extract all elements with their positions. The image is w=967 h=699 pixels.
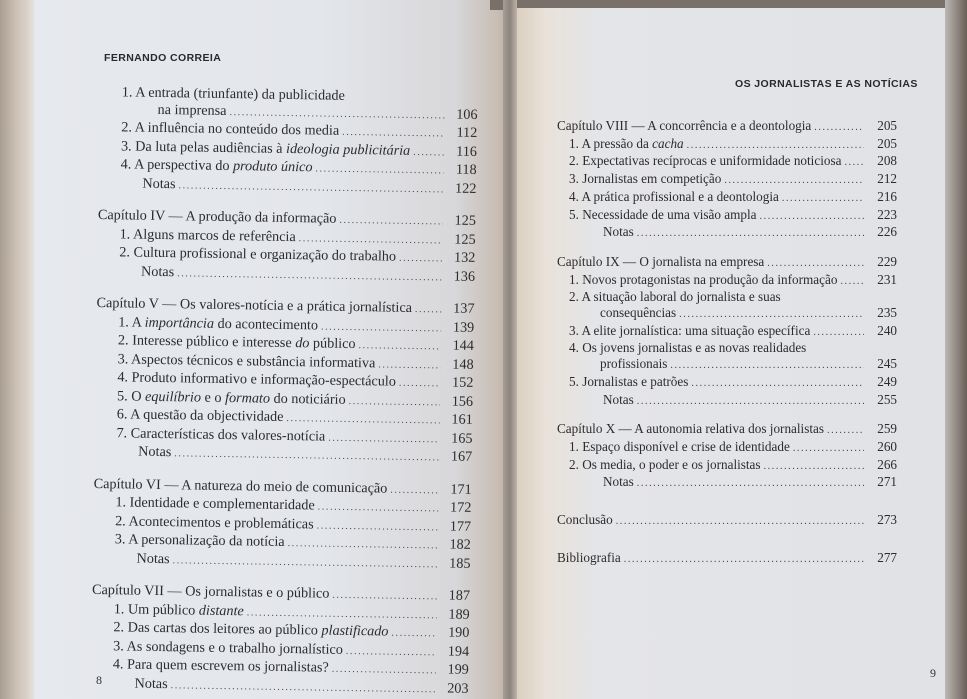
toc-entry-section <box>557 207 897 225</box>
toc-entry-continuation: profissionais ..... 245 <box>557 356 897 374</box>
toc-page-number: 132 <box>453 249 476 266</box>
toc-entry-text: 2. Das cartas dos leitores ao público plastificado <box>113 619 389 640</box>
toc-left <box>90 84 478 699</box>
toc-page-number: 156 <box>451 393 474 410</box>
toc-entry-section <box>557 289 897 305</box>
toc-entry-text: Capítulo VI — A natureza do meio de comunicação <box>93 475 388 497</box>
running-head-left: FERNANDO CORREIA <box>104 52 222 64</box>
toc-entry-text: 2. A influência no conteúdo dos media <box>121 119 340 139</box>
toc-page-number: 199 <box>447 661 469 678</box>
leader-dots <box>339 213 443 231</box>
toc-page-number: 161 <box>451 411 473 428</box>
toc-entry-text: Conclusão <box>557 512 613 528</box>
toc-page-number: 249 <box>877 373 897 389</box>
leader-dots <box>328 430 439 448</box>
toc-entry-text: 1. Identidade e complementaridade <box>115 494 315 514</box>
leader-dots <box>321 319 441 337</box>
toc-page-number: 177 <box>449 518 472 535</box>
toc-page-number: 118 <box>455 161 477 178</box>
toc-page-number: 216 <box>877 188 897 204</box>
toc-page-number: 106 <box>456 106 478 123</box>
toc-entry-text: 4. A prática profissional e a deontologia <box>569 188 779 204</box>
toc-entry-text: 4. Produto informativo e informação-espectáculo <box>117 369 397 390</box>
leader-dots <box>378 357 441 374</box>
leader-dots <box>637 226 864 242</box>
toc-page-number: 190 <box>448 624 470 641</box>
toc-entry-major <box>557 550 897 568</box>
toc-entry-text: 1. Alguns marcos de referência <box>119 225 296 245</box>
toc-entry-chapter <box>557 254 897 272</box>
toc-page-number: 194 <box>447 643 470 660</box>
toc-entry-text: 3. Jornalistas em competição <box>569 171 722 187</box>
toc-entry-text: 2. Os media, o poder e os jornalistas <box>569 456 761 472</box>
leader-dots <box>827 423 864 439</box>
toc-page-number: 245 <box>877 356 897 372</box>
toc-entry-text: 5. Jornalistas e patrões <box>569 373 689 389</box>
toc-entry-continuation: consequências ..... 235 <box>557 305 897 323</box>
toc-page-number: 208 <box>877 153 897 169</box>
leader-dots <box>767 256 864 272</box>
leader-dots <box>315 161 443 180</box>
toc-entry-notes <box>557 392 897 410</box>
toc-page-number: 231 <box>877 271 897 287</box>
toc-page-number: 235 <box>877 305 897 321</box>
leader-dots <box>813 325 864 341</box>
toc-entry-text: 1. A entrada (triunfante) da publicidade <box>121 84 345 104</box>
toc-entry-text: Bibliografia <box>557 549 621 565</box>
right-page-edge <box>945 0 967 699</box>
leader-dots <box>178 178 443 199</box>
toc-page-number: 240 <box>877 322 897 338</box>
leader-dots <box>637 476 864 492</box>
toc-page-number: 226 <box>877 224 897 240</box>
leader-dots <box>637 394 864 410</box>
toc-entry-text: 3. As sondagens e o trabalho jornalístico <box>113 637 343 658</box>
toc-entry-text: Notas <box>136 550 170 567</box>
toc-page-number: 205 <box>877 135 897 151</box>
leader-dots <box>332 588 437 606</box>
leader-dots <box>399 251 443 268</box>
leader-dots <box>840 274 864 290</box>
toc-page-number: 136 <box>453 268 476 285</box>
leader-dots <box>687 138 864 154</box>
toc-entry-section <box>557 323 897 341</box>
toc-entry-section <box>557 153 897 171</box>
toc-page-number: 122 <box>455 180 477 197</box>
leader-dots <box>390 482 439 499</box>
toc-entry-text: 3. A elite jornalística: uma situação específica <box>569 322 811 338</box>
running-head-right: OS JORNALISTAS E AS NOTÍCIAS <box>735 78 918 90</box>
toc-page-number: 137 <box>453 300 475 317</box>
toc-entry-notes <box>557 224 897 242</box>
toc-entry-text: Notas <box>138 443 172 461</box>
toc-page-number: 260 <box>877 438 897 454</box>
leader-dots <box>782 191 864 207</box>
toc-entry-text: 4. Para quem escrevem os jornalistas? <box>112 656 329 676</box>
left-page-edges <box>0 0 38 699</box>
toc-page-number: 255 <box>877 391 897 407</box>
toc-entry-notes <box>557 474 897 492</box>
leader-dots <box>317 518 439 536</box>
toc-page-number: 165 <box>451 430 473 447</box>
toc-page-number: 139 <box>452 319 475 336</box>
toc-entry-text: 2. A situação laboral do jornalista e suas <box>569 289 781 305</box>
leader-dots <box>793 441 864 457</box>
toc-page-number: 172 <box>449 499 472 516</box>
toc-entry-text: 2. Interesse público e interesse do público <box>117 332 356 353</box>
toc-entry-text: Capítulo VIII — A concorrência e a deontologia <box>557 118 812 133</box>
toc-page-number: 271 <box>877 474 897 490</box>
toc-entry-text: 4. Os jovens jornalistas e as novas realidades <box>569 340 807 356</box>
toc-entry-text: 3. Da luta pelas audiências à ideologia publicitária <box>120 137 411 159</box>
toc-entry-text: 1. A importância do acontecimento <box>118 313 319 333</box>
toc-entry-text: 3. Aspectos técnicos e substância informativa <box>117 350 376 371</box>
toc-page-number: 223 <box>877 206 897 222</box>
toc-page-number: 229 <box>877 253 897 269</box>
book-spine <box>503 0 517 699</box>
leader-dots <box>346 643 437 661</box>
toc-page-number: 277 <box>877 549 897 565</box>
toc-entry-text: 1. Espaço disponível e crise de identidade <box>569 438 790 454</box>
toc-page-number: 185 <box>449 555 471 572</box>
toc-entry-section <box>557 171 897 189</box>
toc-entry-text: Notas <box>603 474 634 490</box>
leader-dots <box>318 499 439 517</box>
toc-entry-text: 3. A personalização da notícia <box>114 531 285 550</box>
toc-entry-text: Notas <box>603 224 634 240</box>
leader-dots <box>616 514 864 530</box>
leader-dots <box>413 144 444 161</box>
leader-dots <box>177 266 442 287</box>
toc-entry-section <box>557 136 897 154</box>
toc-entry-section <box>557 439 897 457</box>
toc-entry-section <box>557 457 897 475</box>
leader-dots <box>691 376 864 392</box>
toc-page-number: 273 <box>877 512 897 528</box>
leader-dots <box>358 338 441 356</box>
toc-entry-text: Capítulo VII — Os jornalistas e o público <box>91 581 330 602</box>
leader-dots <box>342 125 444 143</box>
toc-entry-section <box>557 272 897 290</box>
leader-dots <box>679 307 864 323</box>
toc-entry-continuation: na imprensa ..... 106 <box>99 100 477 124</box>
toc-entry-text: 4. A perspectiva do produto único <box>120 156 313 176</box>
toc-page-number: 205 <box>877 118 897 133</box>
toc-entry-text: Notas <box>603 391 634 407</box>
toc-entry-text: Capítulo X — A autonomia relativa dos jornalistas <box>557 421 825 437</box>
leader-dots <box>415 302 442 319</box>
page-number-right: 9 <box>930 666 936 680</box>
leader-dots <box>172 553 437 574</box>
toc-entry-section <box>557 340 897 356</box>
toc-entry-text: Notas <box>142 175 176 192</box>
toc-page-number: 144 <box>452 337 475 354</box>
leader-dots <box>764 459 864 475</box>
leader-dots <box>391 626 436 643</box>
toc-entry-text: 1. Novos protagonistas na produção da informação <box>569 271 838 287</box>
toc-page-number: 212 <box>877 171 897 187</box>
toc-entry-major <box>557 512 897 530</box>
toc-entry-text: 2. Cultura profissional e organização do trabalho <box>119 244 397 265</box>
toc-page-number: 167 <box>450 448 473 465</box>
page-number-left: 8 <box>96 673 102 687</box>
toc-entry-text: Notas <box>134 675 168 692</box>
toc-entry-text: 1. Um público distante <box>113 600 244 619</box>
leader-dots <box>724 173 864 189</box>
leader-dots <box>760 209 865 225</box>
toc-page-number: 125 <box>454 231 476 248</box>
toc-entry-section <box>557 189 897 207</box>
toc-page-number: 148 <box>452 356 474 373</box>
toc-entry-text: Capítulo IV — A produção da informação <box>97 206 337 227</box>
toc-entry-text: 2. Acontecimentos e problemáticas <box>115 512 314 532</box>
toc-entry-chapter <box>557 421 897 439</box>
leader-dots <box>399 376 441 393</box>
toc-entry-text: Capítulo IX — O jornalista na empresa <box>557 253 765 269</box>
toc-entry-text: 7. Características dos valores-notícia <box>116 424 326 445</box>
toc-entry-chapter <box>557 118 897 136</box>
toc-page-number: 187 <box>448 587 471 604</box>
toc-entry-text: Notas <box>140 263 175 280</box>
toc-entry-text: 5. Necessidade de uma visão ampla <box>569 206 757 222</box>
toc-page-number: 116 <box>456 143 478 160</box>
toc-right <box>557 106 897 567</box>
toc-page-number: 171 <box>450 481 472 498</box>
toc-entry-text: 5. O equilíbrio e o formato do noticiário <box>116 387 346 408</box>
toc-page-number: 203 <box>447 680 469 697</box>
toc-page-number: 152 <box>451 374 474 391</box>
toc-entry-text: Capítulo V — Os valores-notícia e a prática jornalística <box>96 294 413 316</box>
toc-page-number: 125 <box>454 212 477 229</box>
toc-entry-text: 2. Expectativas recíprocas e uniformidade noticiosa <box>569 153 842 169</box>
toc-entry-text: 1. A pressão da cacha <box>569 135 684 151</box>
toc-page-number: 266 <box>877 456 897 472</box>
toc-page-number: 182 <box>449 536 471 553</box>
toc-page-number: 112 <box>456 124 478 141</box>
toc-page-number: 259 <box>877 421 897 437</box>
leader-dots <box>349 393 441 411</box>
leader-dots <box>624 552 864 568</box>
leader-dots <box>332 662 436 680</box>
leader-dots <box>814 120 864 136</box>
leader-dots <box>174 446 439 467</box>
toc-entry-section <box>557 374 897 392</box>
toc-entry-text: 6. A questão da objectividade <box>116 406 284 425</box>
toc-page-number: 189 <box>448 606 470 623</box>
leader-dots <box>844 155 864 171</box>
leader-dots <box>670 358 864 374</box>
